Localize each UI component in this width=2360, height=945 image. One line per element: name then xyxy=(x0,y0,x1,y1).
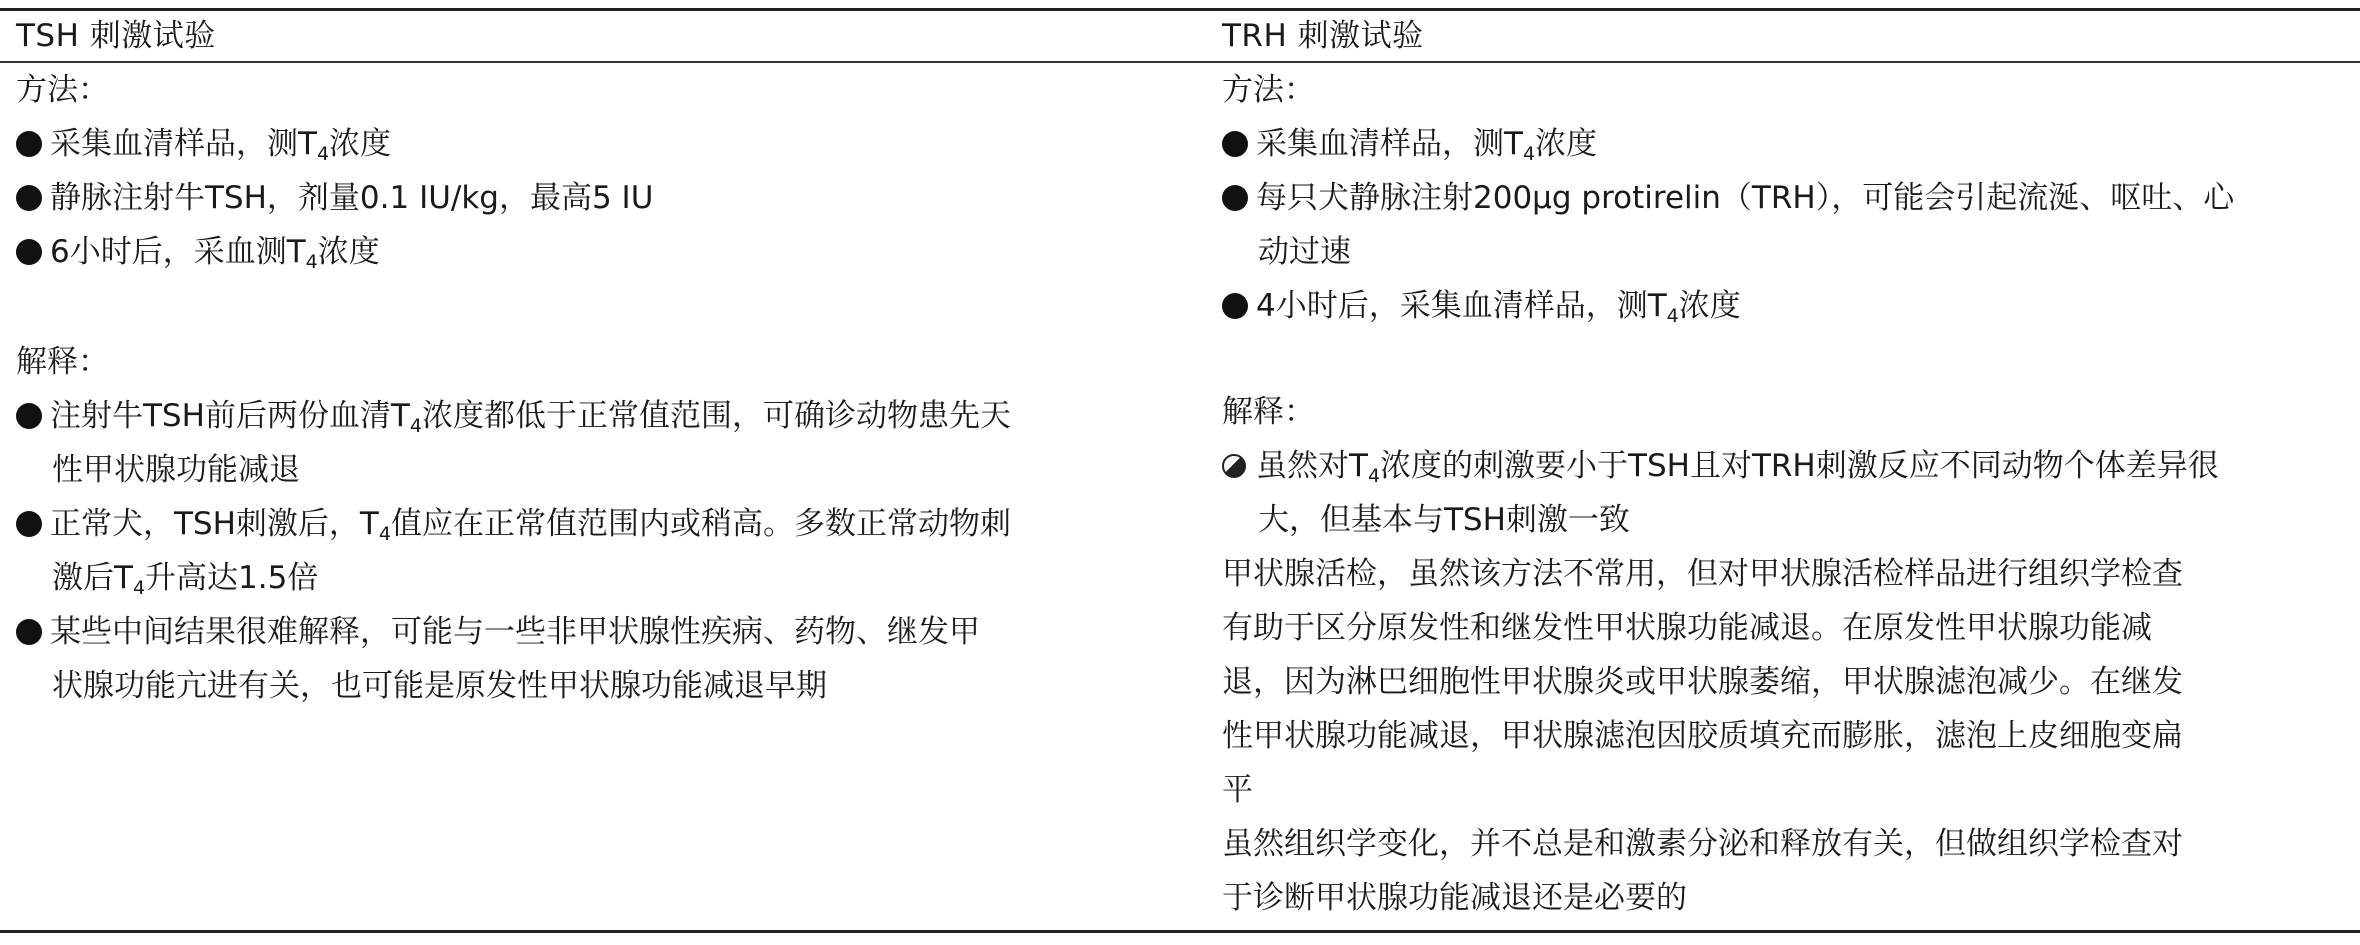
text-segment: 某些中间结果很难解释，可能与一些非甲状腺性疾病、药物、继发甲 xyxy=(50,614,980,650)
table-bottom-rule xyxy=(0,930,2360,933)
subscript: 4 xyxy=(1367,465,1381,487)
text-segment: 6小时后，采血测T xyxy=(50,234,306,270)
subscript: 4 xyxy=(316,143,330,165)
tsh-interpret-item-cont xyxy=(52,443,300,497)
subscript: 4 xyxy=(305,251,318,273)
table-body xyxy=(0,63,2360,923)
trh-method-item-cont: 动过速 xyxy=(1258,234,1351,270)
tsh-interpret-item xyxy=(16,605,980,659)
text-segment: 采集血清样品，测T xyxy=(1256,126,1523,162)
tsh-interpret-item-cont xyxy=(52,659,827,713)
biopsy-paragraph-line: 性甲状腺功能减退，甲状腺滤泡因胶质填充而膨胀，滤泡上皮细胞变扁 xyxy=(1222,718,2183,754)
tsh-interpret-item xyxy=(16,389,1011,443)
bullet-icon xyxy=(16,131,42,157)
text-segment: 采集血清样品，测T xyxy=(50,126,317,162)
bullet-icon xyxy=(1222,293,1248,319)
subscript: 4 xyxy=(409,415,422,437)
text-segment: 浓度 xyxy=(329,126,392,162)
trh-method-item xyxy=(1222,117,1597,171)
text-segment: 浓度 xyxy=(317,234,380,270)
trh-interpret-item xyxy=(1222,439,2219,493)
table-header-row xyxy=(0,11,2360,61)
tsh-method-item xyxy=(16,225,380,279)
text-segment: 每只犬静脉注射200μg protirelin（TRH），可能会引起流涎、呕吐、心 xyxy=(1256,180,2235,216)
subscript: 4 xyxy=(1666,305,1679,327)
text-segment: 升高达1.5倍 xyxy=(145,560,319,596)
trh-method-item xyxy=(1222,171,2234,225)
histology-paragraph-line: 虽然组织学变化，并不总是和激素分泌和释放有关，但做组织学检查对 xyxy=(1222,826,2183,862)
trh-test-header: TRH 刺激试验 xyxy=(1222,18,1424,54)
text-segment: 浓度的刺激要小于TSH且对TRH刺激反应不同动物个体差异很 xyxy=(1380,448,2219,484)
subscript: 4 xyxy=(1522,143,1536,165)
tsh-method-item xyxy=(16,117,391,171)
trh-method-item xyxy=(1222,279,1741,333)
text-segment: 浓度 xyxy=(1678,288,1741,324)
bullet-icon xyxy=(16,185,42,211)
tsh-test-header: TSH 刺激试验 xyxy=(16,18,216,54)
biopsy-paragraph-line: 退，因为淋巴细胞性甲状腺炎或甲状腺萎缩，甲状腺滤泡减少。在继发 xyxy=(1222,664,2183,700)
text-segment: 性甲状腺功能减退 xyxy=(52,452,300,488)
text-segment: 状腺功能亢进有关，也可能是原发性甲状腺功能减退早期 xyxy=(52,668,827,704)
text-segment: 正常犬，TSH刺激后，T xyxy=(50,506,379,542)
text-segment: 值应在正常值范围内或稍高。多数正常动物刺 xyxy=(390,506,1011,542)
text-segment: 激后T xyxy=(52,560,133,596)
trh-interpret-item-cont: 大，但基本与TSH刺激一致 xyxy=(1258,502,1630,538)
histology-paragraph-line: 于诊断甲状腺功能减退还是必要的 xyxy=(1222,880,1687,916)
tsh-method-label: 方法： xyxy=(16,72,109,108)
trh-method-label: 方法： xyxy=(1222,72,1315,108)
bullet-icon xyxy=(1222,185,1248,211)
text-segment: 4小时后，采集血清样品，测T xyxy=(1256,288,1667,324)
bullet-icon xyxy=(16,403,42,429)
text-segment: 注射牛TSH前后两份血清T xyxy=(50,398,410,434)
biopsy-paragraph-line: 有助于区分原发性和继发性甲状腺功能减退。在原发性甲状腺功能减 xyxy=(1222,610,2152,646)
bullet-icon xyxy=(16,619,42,645)
biopsy-paragraph-line: 甲状腺活检，虽然该方法不常用，但对甲状腺活检样品进行组织学检查 xyxy=(1222,556,2183,592)
bullet-icon xyxy=(16,511,42,537)
trh-interpret-label: 解释： xyxy=(1222,394,1315,430)
tsh-interpret-item xyxy=(16,497,1011,551)
tsh-method-item xyxy=(16,171,653,225)
text-segment: 浓度都低于正常值范围，可确诊动物患先天 xyxy=(421,398,1011,434)
subscript: 4 xyxy=(132,577,146,599)
text-segment: 静脉注射牛TSH，剂量0.1 IU/kg，最高5 IU xyxy=(50,180,654,216)
tsh-interpret-item-cont xyxy=(52,551,318,605)
text-segment: 浓度 xyxy=(1535,126,1598,162)
biopsy-paragraph-line: 平 xyxy=(1222,772,1253,808)
bullet-icon xyxy=(1222,454,1246,478)
text-segment: 虽然对T xyxy=(1256,448,1368,484)
subscript: 4 xyxy=(378,523,391,545)
comparison-table xyxy=(0,8,2360,63)
bullet-icon xyxy=(16,239,42,265)
bullet-icon xyxy=(1222,131,1248,157)
tsh-interpret-label: 解释： xyxy=(16,344,109,380)
